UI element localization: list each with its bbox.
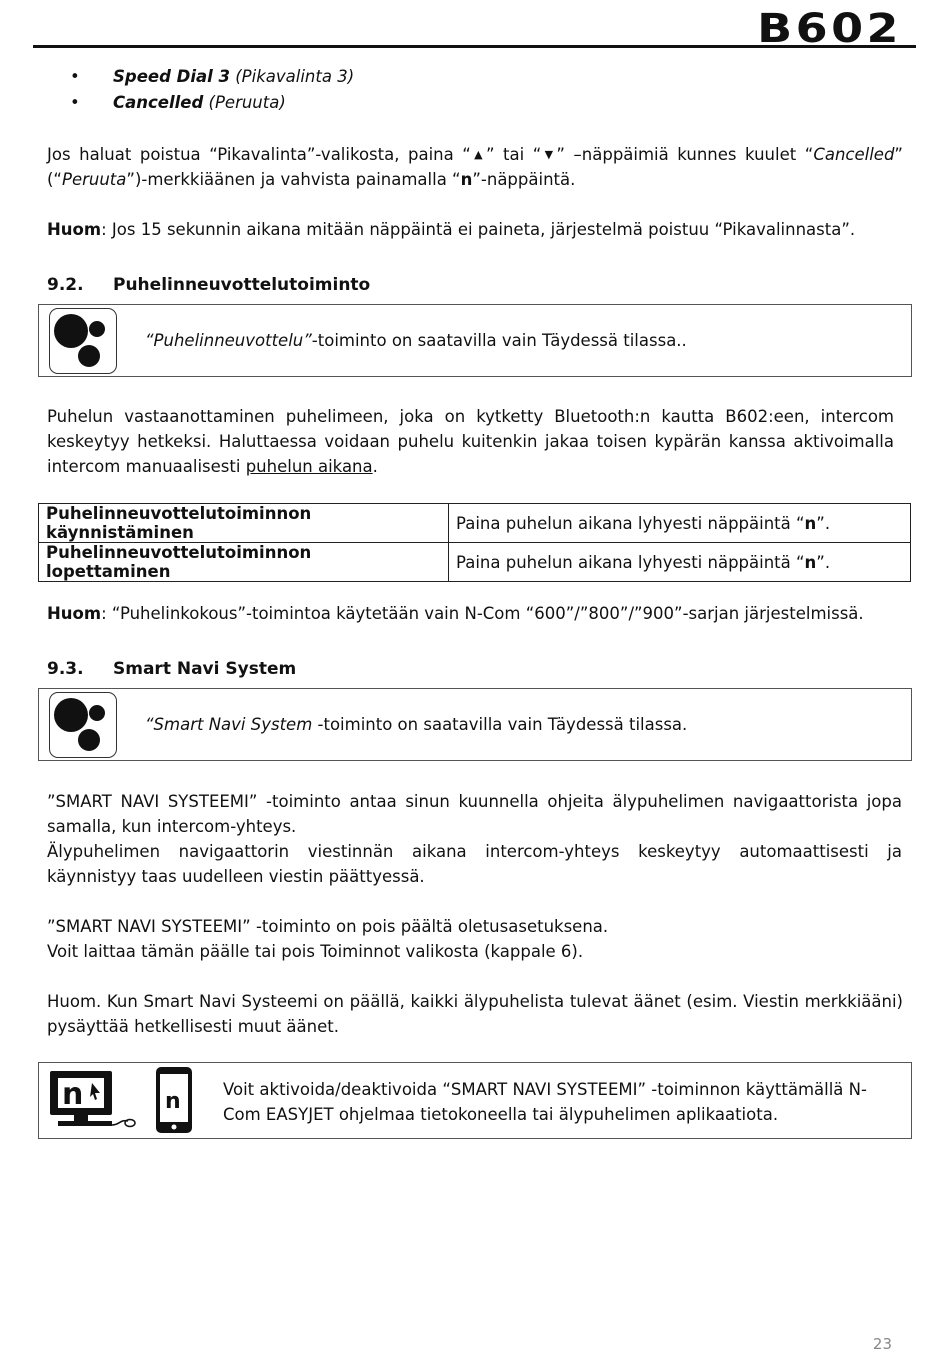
note: Huom: Jos 15 sekunnin aikana mitään näppäintä ei paineta, järjestelmä poistuu “Pikavalinnasta”.	[47, 220, 856, 239]
mode-icon	[49, 692, 117, 758]
info-box	[38, 304, 912, 377]
bullet-rest: (Peruuta)	[203, 93, 286, 112]
paragraph: ”SMART NAVI SYSTEEMI” -toiminto antaa sinun kuunnella ohjeita älypuhelimen navigaattorista jopa samalla, kun intercom-yhteys.	[47, 792, 902, 836]
note-label: Huom	[47, 604, 102, 623]
smartphone-icon	[154, 1065, 194, 1135]
down-arrow-icon: ▼	[541, 148, 557, 161]
bullet-dot: •	[70, 67, 80, 86]
function-table	[38, 503, 911, 582]
info-box	[38, 1062, 912, 1139]
svg-text:n: n	[62, 1077, 84, 1112]
info-text: Voit aktivoida/deaktivoida “SMART NAVI SYSTEEMI” -toiminnon käyttämällä N-Com EASYJET ohjelmaa tietokoneella tai älypuhelimen aplikaatiota.	[223, 1080, 867, 1124]
paragraph: Älypuhelimen navigaattorin viestinnän aikana intercom-yhteys keskeytyy automaattisesti ja käynnistyy taas uudelleen viestin päättyessä.	[47, 842, 902, 886]
bullet-bold: Cancelled	[113, 93, 204, 112]
table-cell-value: Paina puhelun aikana lyhyesti näppäintä “n”.	[449, 504, 911, 543]
section-heading: 9.2. Puhelinneuvottelutoiminto	[47, 275, 371, 295]
header-rule	[33, 45, 916, 48]
paragraph: ”SMART NAVI SYSTEEMI” -toiminto on pois päältä oletusasetuksena.	[47, 917, 609, 936]
table-row	[39, 543, 911, 582]
table-cell-value: Paina puhelun aikana lyhyesti näppäintä “n”.	[449, 543, 911, 582]
table-row	[39, 504, 911, 543]
mode-icon	[49, 308, 117, 374]
note-label: Huom	[47, 220, 102, 239]
info-box	[38, 688, 912, 761]
computer-icon	[48, 1069, 138, 1135]
svg-text:n: n	[165, 1089, 181, 1114]
bullet-rest: (Pikavalinta 3)	[230, 67, 355, 86]
bullet-bold: Speed Dial 3	[113, 67, 230, 86]
bullet-dot: •	[70, 93, 80, 112]
table-cell-label: Puhelinneuvottelutoiminnon käynnistäminen	[39, 504, 449, 543]
paragraph: Puhelun vastaanottaminen puhelimeen, joka on kytketty Bluetooth:n kautta B602:een, intercom keskeytyy hetkeksi. Haluttaessa voidaan puhelu kuitenkin jakaa toisen kypärän kanssa aktivoimalla intercom manuaalisesti puhelun aikana.	[47, 407, 894, 476]
brand-logo: B602	[757, 6, 902, 52]
paragraph: Huom. Kun Smart Navi Systeemi on päällä, kaikki älypuhelista tulevat äänet (esim. Viestin merkkiääni) pysäyttää hetkellisesti muut äänet.	[47, 992, 903, 1036]
info-text: “Puhelinneuvottelu”-toiminto on saatavilla vain Täydessä tilassa..	[145, 331, 687, 350]
table-cell-label: Puhelinneuvottelutoiminnon lopettaminen	[39, 543, 449, 582]
paragraph: Jos haluat poistua “Pikavalinta”-valikosta, paina “▲” tai “▼” –näppäimiä kunnes kuulet “Cancelled” (“Peruuta”)-merkkiäänen ja vahvista painamalla “n”-näppäintä.	[47, 145, 903, 189]
page-number: 23	[872, 1335, 892, 1353]
section-heading: 9.3. Smart Navi System	[47, 659, 297, 679]
up-arrow-icon: ▲	[470, 148, 486, 161]
note: Huom: “Puhelinkokous”-toimintoa käytetään vain N-Com “600”/”800”/”900”-sarjan järjestelmissä.	[47, 604, 864, 623]
info-text: “Smart Navi System -toiminto on saatavilla vain Täydessä tilassa.	[145, 715, 688, 734]
paragraph: Voit laittaa tämän päälle tai pois Toiminnot valikosta (kappale 6).	[47, 942, 584, 961]
